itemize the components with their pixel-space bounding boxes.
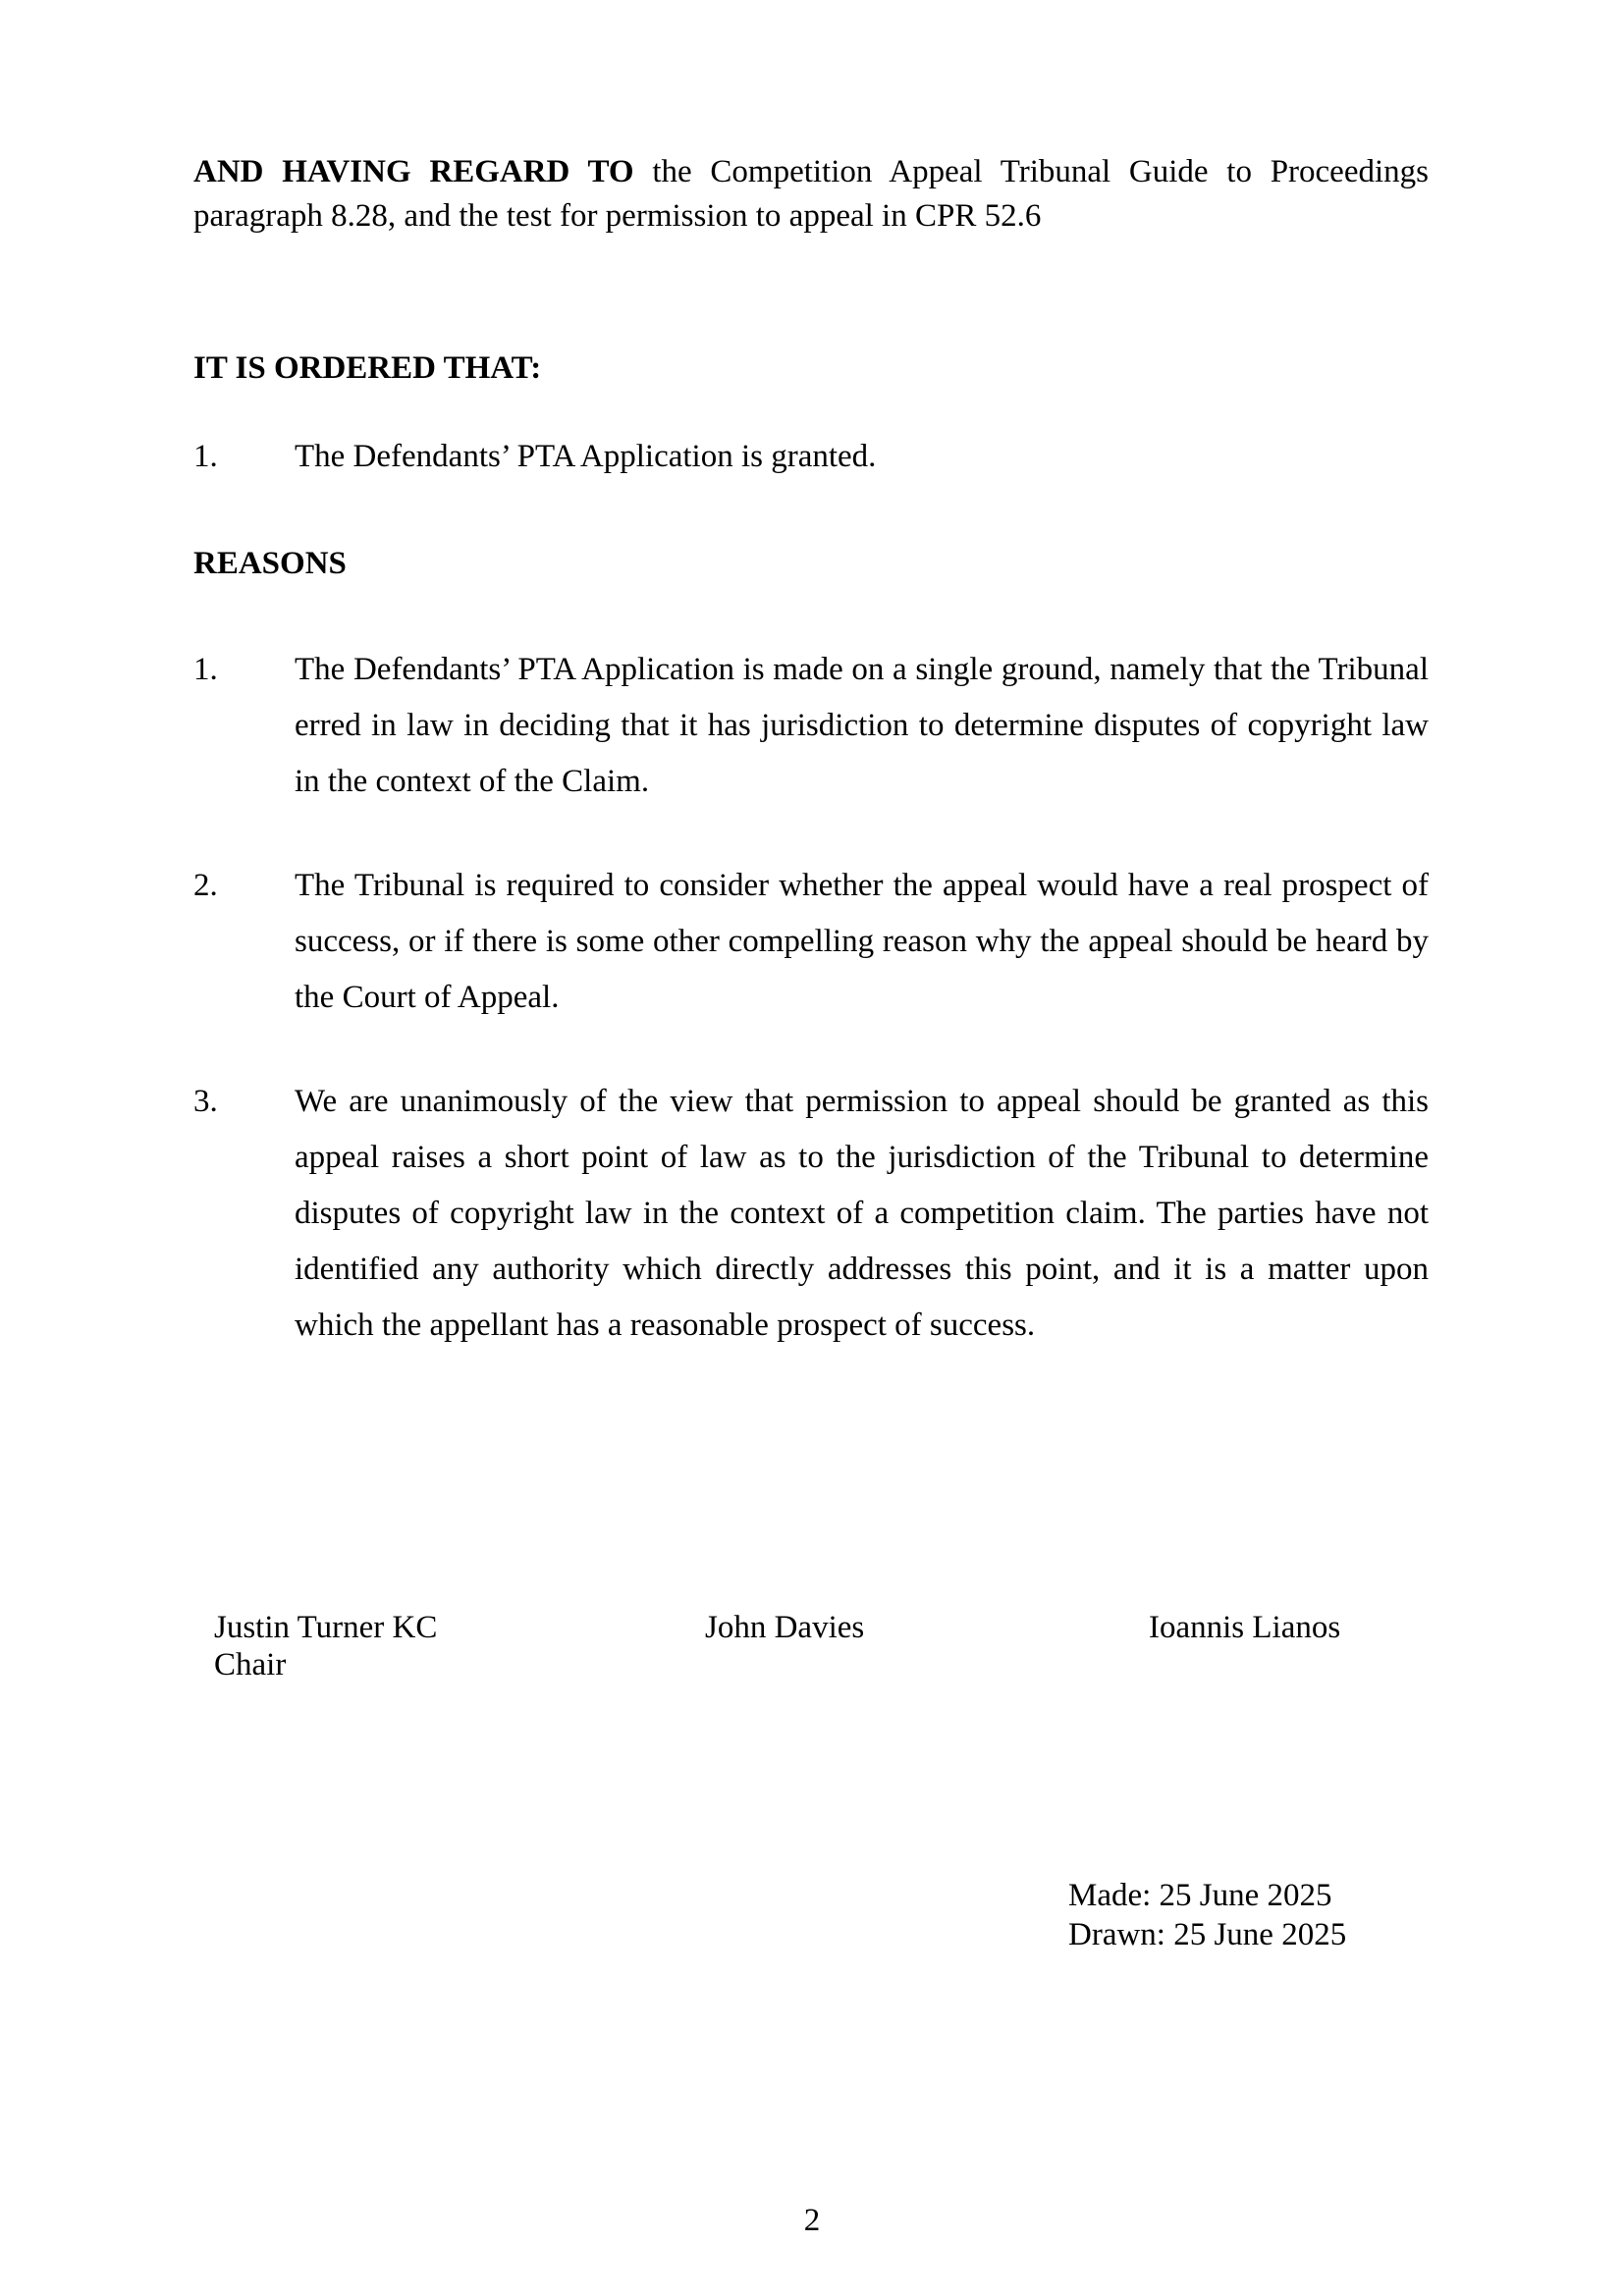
reason-item-number: 2.	[193, 868, 218, 903]
order-item	[193, 429, 1429, 485]
signatory-name: John Davies	[705, 1610, 865, 1645]
reason-item-text: We are unanimously of the view that permission to appeal should be granted as this appeal raises a short point of law as to the jurisdiction of the Tribunal to determine disputes of copyright law in the context of a competition claim. The parties have not identified any authority which directly addresses this point, and it is a matter upon which the appellant has a reasonable prospect of success.	[295, 1084, 1429, 1343]
signatory-name: Justin Turner KC	[214, 1610, 438, 1645]
recital-bold-phrase: AND HAVING REGARD TO	[193, 154, 634, 189]
reasons-heading: REASONS	[193, 546, 347, 581]
recital-paragraph	[193, 150, 1429, 239]
reason-item-number: 1.	[193, 652, 218, 687]
signature-block	[1149, 1609, 1340, 1646]
order-heading: IT IS ORDERED THAT:	[193, 350, 542, 386]
order-item-text: The Defendants’ PTA Application is granted.	[295, 439, 877, 474]
reason-item-text: The Defendants’ PTA Application is made on a single ground, namely that the Tribunal erred in law in deciding that it has jurisdiction to determine disputes of copyright law in the context of the Claim.	[295, 652, 1429, 799]
reason-item	[193, 858, 1429, 1026]
signatory-name: Ioannis Lianos	[1149, 1610, 1341, 1645]
reason-item-text: The Tribunal is required to consider whether the appeal would have a real prospect of success, or if there is some other compelling reason why the appeal should be heard by the Court of Appeal.	[295, 868, 1429, 1015]
signature-block	[705, 1609, 864, 1646]
reason-item-number: 3.	[193, 1084, 218, 1119]
made-date-line: Made: 25 June 2025	[1068, 1878, 1332, 1913]
dates-block	[1068, 1876, 1346, 1954]
signature-block	[214, 1609, 437, 1683]
reason-item	[193, 1074, 1429, 1354]
signatory-role: Chair	[214, 1647, 287, 1682]
order-item-number: 1.	[193, 439, 218, 474]
drawn-date-line: Drawn: 25 June 2025	[1068, 1917, 1347, 1952]
page-number: 2	[803, 2203, 821, 2238]
recital-text: the Competition Appeal Tribunal Guide to Proceedings paragraph 8.28, and the test for permission to appeal in CPR 52.6	[193, 154, 1429, 234]
reason-item	[193, 642, 1429, 810]
